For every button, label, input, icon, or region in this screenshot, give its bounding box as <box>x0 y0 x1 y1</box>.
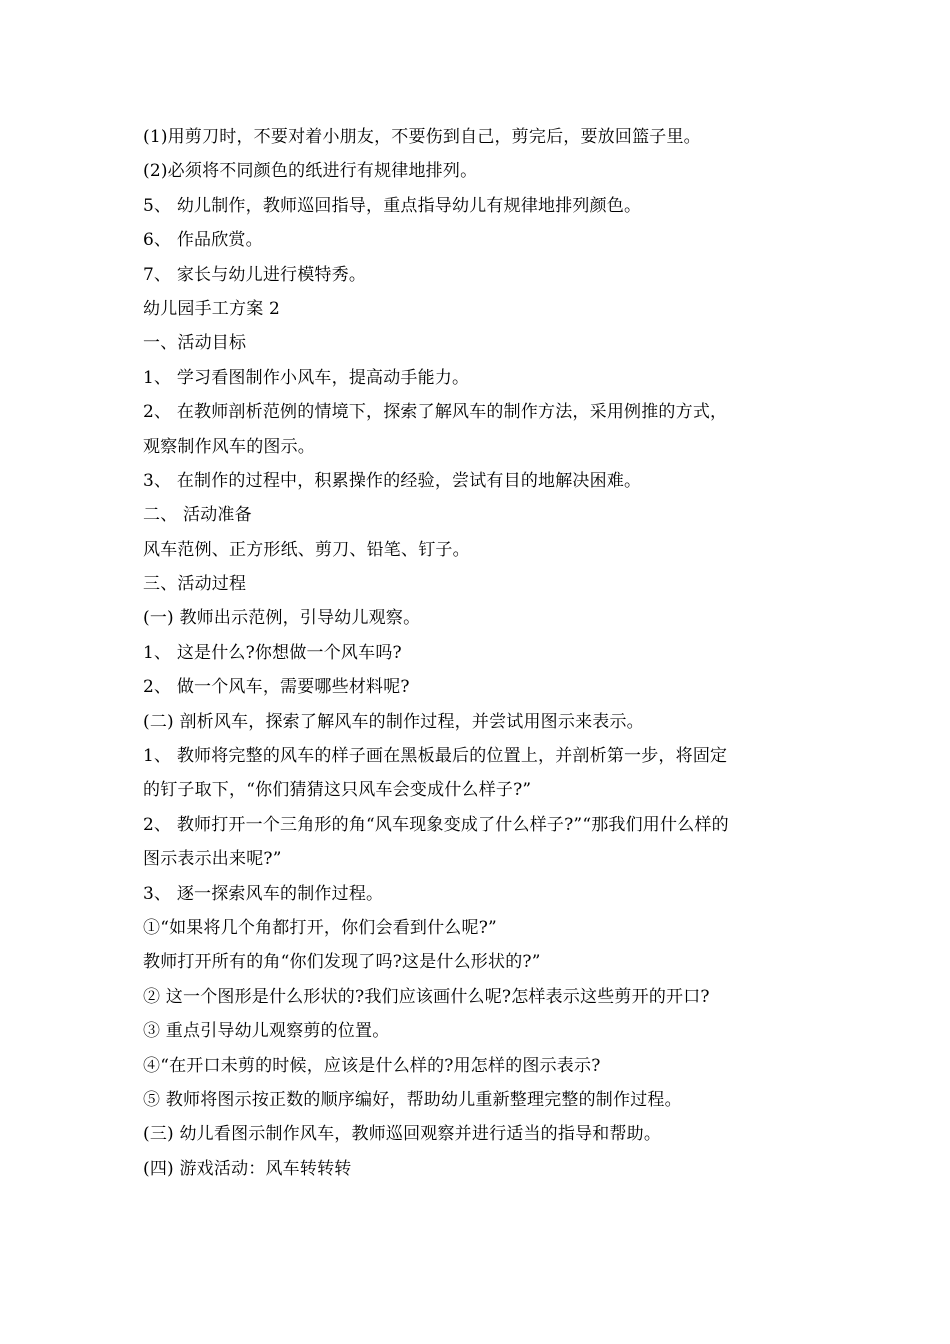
text-line: (1)用剪刀时，不要对着小朋友，不要伤到自己，剪完后，要放回篮子里。 <box>143 127 701 147</box>
text-line: (2)必须将不同颜色的纸进行有规律地排列。 <box>143 161 478 182</box>
text-line: (四) 游戏活动：风车转转转 <box>143 1158 352 1179</box>
text-line: 图示表示出来呢?” <box>143 849 282 870</box>
section-heading: 三、活动过程 <box>143 574 247 595</box>
text-line: 2、 教师打开一个三角形的角“风车现象变成了什么样子?”“那我们用什么样的 <box>143 814 729 835</box>
text-line: 观察制作风车的图示。 <box>143 436 315 457</box>
text-line: ③ 重点引导幼儿观察剪的位置。 <box>143 1021 390 1042</box>
text-line: ④“在开口未剪的时候，应该是什么样的?用怎样的图示表示? <box>143 1055 601 1076</box>
text-line: 2、 做一个风车，需要哪些材料呢? <box>143 677 410 698</box>
document-body <box>143 120 823 1186</box>
text-line: ⑤ 教师将图示按正数的顺序编好，帮助幼儿重新整理完整的制作过程。 <box>143 1089 682 1110</box>
text-line: ② 这一个图形是什么形状的?我们应该画什么呢?怎样表示这些剪开的开口? <box>143 986 710 1007</box>
section-heading: 二、 活动准备 <box>143 505 252 526</box>
text-line: (二) 剖析风车，探索了解风车的制作过程，并尝试用图示来表示。 <box>143 711 644 732</box>
text-line: 3、 逐一探索风车的制作过程。 <box>143 883 384 904</box>
text-line: 2、 在教师剖析范例的情境下，探索了解风车的制作方法，采用例推的方式， <box>143 402 728 423</box>
text-line: (一) 教师出示范例，引导幼儿观察。 <box>143 608 421 629</box>
text-line: (三) 幼儿看图示制作风车，教师巡回观察并进行适当的指导和帮助。 <box>143 1124 662 1145</box>
text-line: 风车范例、正方形纸、剪刀、铅笔、钉子。 <box>143 539 470 560</box>
text-line: 3、 在制作的过程中，积累操作的经验，尝试有目的地解决困难。 <box>143 470 642 491</box>
text-line: 1、 学习看图制作小风车，提高动手能力。 <box>143 367 470 388</box>
text-line: ①“如果将几个角都打开，你们会看到什么呢?” <box>143 917 497 938</box>
text-line: 7、 家长与幼儿进行模特秀。 <box>143 264 367 285</box>
text-line: 1、 教师将完整的风车的样子画在黑板最后的位置上，并剖析第一步，将固定 <box>143 746 728 767</box>
text-line: 教师打开所有的角“你们发现了吗?这是什么形状的?” <box>143 952 541 973</box>
section-heading: 一、活动目标 <box>143 333 247 354</box>
text-line: 的钉子取下，“你们猜猜这只风车会变成什么样子?” <box>143 780 532 801</box>
text-line: 1、 这是什么?你想做一个风车吗? <box>143 642 402 663</box>
text-line: 6、 作品欣赏。 <box>143 230 263 251</box>
section-heading: 幼儿园手工方案 2 <box>143 298 281 319</box>
text-line: 5、 幼儿制作，教师巡回指导，重点指导幼儿有规律地排列颜色。 <box>143 195 642 216</box>
